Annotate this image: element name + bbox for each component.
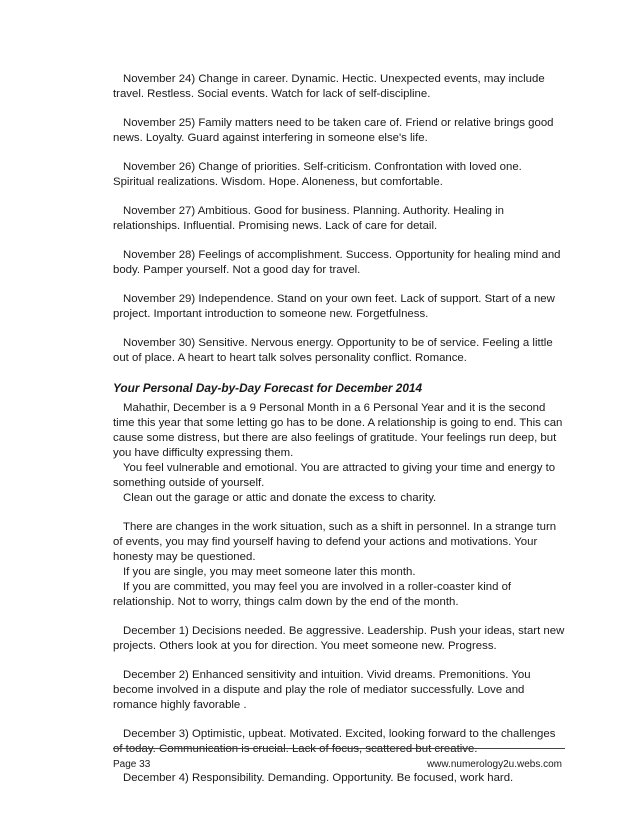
intro-paragraph-group-2 [113, 520, 565, 610]
page-number: Page 33 [113, 759, 151, 770]
intro-paragraph-group-1 [113, 401, 565, 506]
intro-paragraph: If you are committed, you may feel you are involved in a roller-coaster kind of relationship. Not to worry, things calm down by the end of the month. [113, 581, 512, 608]
footer-divider [113, 748, 565, 749]
forecast-nov-27: November 27) Ambitious. Good for business. Planning. Authority. Healing in relationships. Influential. Promising news. Lack of care for detail. [113, 205, 504, 232]
forecast-dec-4: December 4) Responsibility. Demanding. Opportunity. Be focused, work hard. [123, 772, 514, 784]
forecast-nov-28: November 28) Feelings of accomplishment. Success. Opportunity for healing mind and body. Pamper yourself. Not a good day for travel. [113, 249, 561, 276]
intro-paragraph: There are changes in the work situation, such as a shift in personnel. In a strange turn of events, you may find yourself having to defend your actions and motivations. Your honesty may be questioned. [113, 521, 557, 563]
forecast-nov-30: November 30) Sensitive. Nervous energy. Opportunity to be of service. Feeling a little out of place. A heart to heart talk solves personality conflict. Romance. [113, 337, 553, 364]
footer-website: www.numerology2u.webs.com [426, 759, 562, 770]
forecast-nov-26: November 26) Change of priorities. Self-criticism. Confrontation with loved one. Spiritual realizations. Wisdom. Hope. Aloneness, but comfortable. [113, 161, 522, 188]
forecast-dec-1: December 1) Decisions needed. Be aggressive. Leadership. Push your ideas, start new projects. Others look at you for direction. You meet someone new. Progress. [113, 625, 565, 652]
intro-paragraph: You feel vulnerable and emotional. You are attracted to giving your time and energy to something outside of yourself. [113, 462, 556, 489]
intro-paragraph: Clean out the garage or attic and donate the excess to charity. [123, 492, 437, 504]
section-heading: Your Personal Day-by-Day Forecast for December 2014 [113, 381, 423, 395]
forecast-dec-3: December 3) Optimistic, upbeat. Motivated. Excited, looking forward to the challenges of today. Communication is crucial. Lack of focus, scattered but creative. [113, 728, 556, 755]
forecast-nov-24: November 24) Change in career. Dynamic. Hectic. Unexpected events, may include travel. Restless. Social events. Watch for lack of self-discipline. [113, 73, 545, 100]
intro-paragraph: Mahathir, December is a 9 Personal Month in a 6 Personal Year and it is the second time this year that some letting go has to be done. A relationship is going to end. This can cause some distress, but there are also feelings of gratitude. Your feelings run deep, but you have difficulty expressing them. [113, 402, 563, 459]
forecast-nov-25: November 25) Family matters need to be taken care of. Friend or relative brings good news. Loyalty. Guard against interfering in someone else's life. [113, 117, 554, 144]
forecast-nov-29: November 29) Independence. Stand on your own feet. Lack of support. Start of a new project. Important introduction to someone new. Forgetfulness. [113, 293, 555, 320]
forecast-dec-2: December 2) Enhanced sensitivity and intuition. Vivid dreams. Premonitions. You become involved in a dispute and play the role of mediator successfully. Love and romance highly favorable . [113, 669, 531, 711]
intro-paragraph: If you are single, you may meet someone later this month. [123, 566, 416, 578]
document-body [113, 72, 565, 800]
